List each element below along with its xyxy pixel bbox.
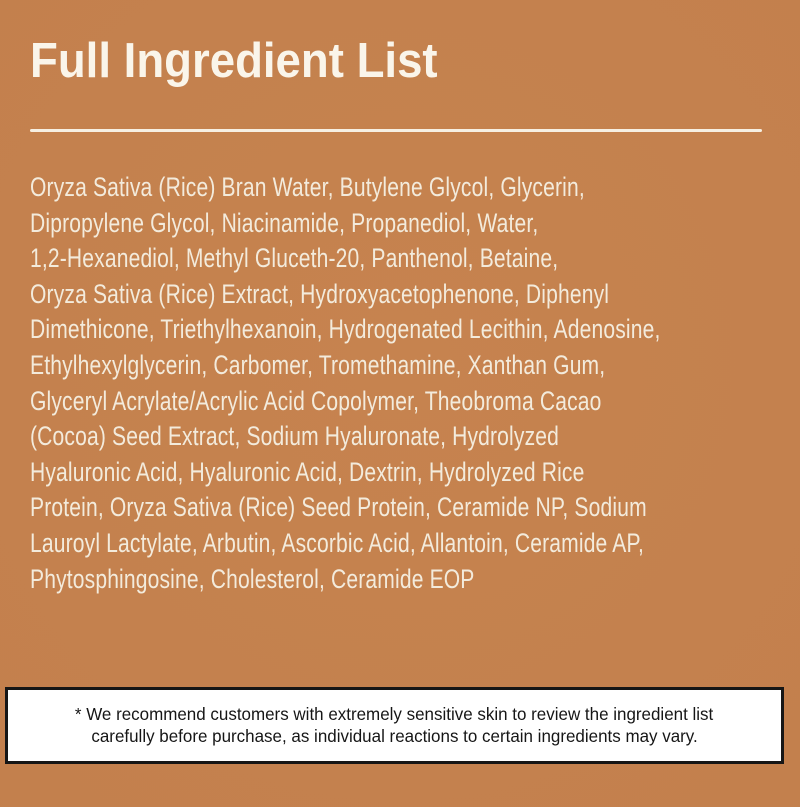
ingredient-line: Oryza Sativa (Rice) Extract, Hydroxyacetophenone, Diphenyl <box>30 278 610 309</box>
page-title: Full Ingredient List <box>30 34 438 88</box>
disclaimer-box <box>5 687 784 764</box>
ingredient-line: Phytosphingosine, Cholesterol, Ceramide EOP <box>30 563 475 594</box>
ingredient-line: Hyaluronic Acid, Hyaluronic Acid, Dextrin, Hydrolyzed Rice <box>30 456 585 487</box>
ingredient-line: Dimethicone, Triethylhexanoin, Hydrogenated Lecithin, Adenosine, <box>30 314 661 345</box>
ingredient-line: 1,2-Hexanediol, Methyl Gluceth-20, Panthenol, Betaine, <box>30 243 559 274</box>
ingredient-line: Glyceryl Acrylate/Acrylic Acid Copolymer, Theobroma Cacao <box>30 385 602 416</box>
ingredient-line: Dipropylene Glycol, Niacinamide, Propanediol, Water, <box>30 207 539 238</box>
ingredient-line: Ethylhexylglycerin, Carbomer, Tromethamine, Xanthan Gum, <box>30 349 606 380</box>
ingredient-line: Lauroyl Lactylate, Arbutin, Ascorbic Acid, Allantoin, Ceramide AP, <box>30 527 644 558</box>
title-divider <box>30 129 762 132</box>
disclaimer-line: carefully before purchase, as individual reactions to certain ingredients may vary. <box>91 725 698 746</box>
ingredient-line: (Cocoa) Seed Extract, Sodium Hyaluronate, Hydrolyzed <box>30 421 559 452</box>
ingredient-line: Oryza Sativa (Rice) Bran Water, Butylene Glycol, Glycerin, <box>30 172 585 202</box>
ingredient-list <box>30 170 790 597</box>
ingredient-line: Protein, Oryza Sativa (Rice) Seed Protein, Ceramide NP, Sodium <box>30 492 647 523</box>
disclaimer-line: * We recommend customers with extremely sensitive skin to review the ingredient list <box>75 704 714 724</box>
